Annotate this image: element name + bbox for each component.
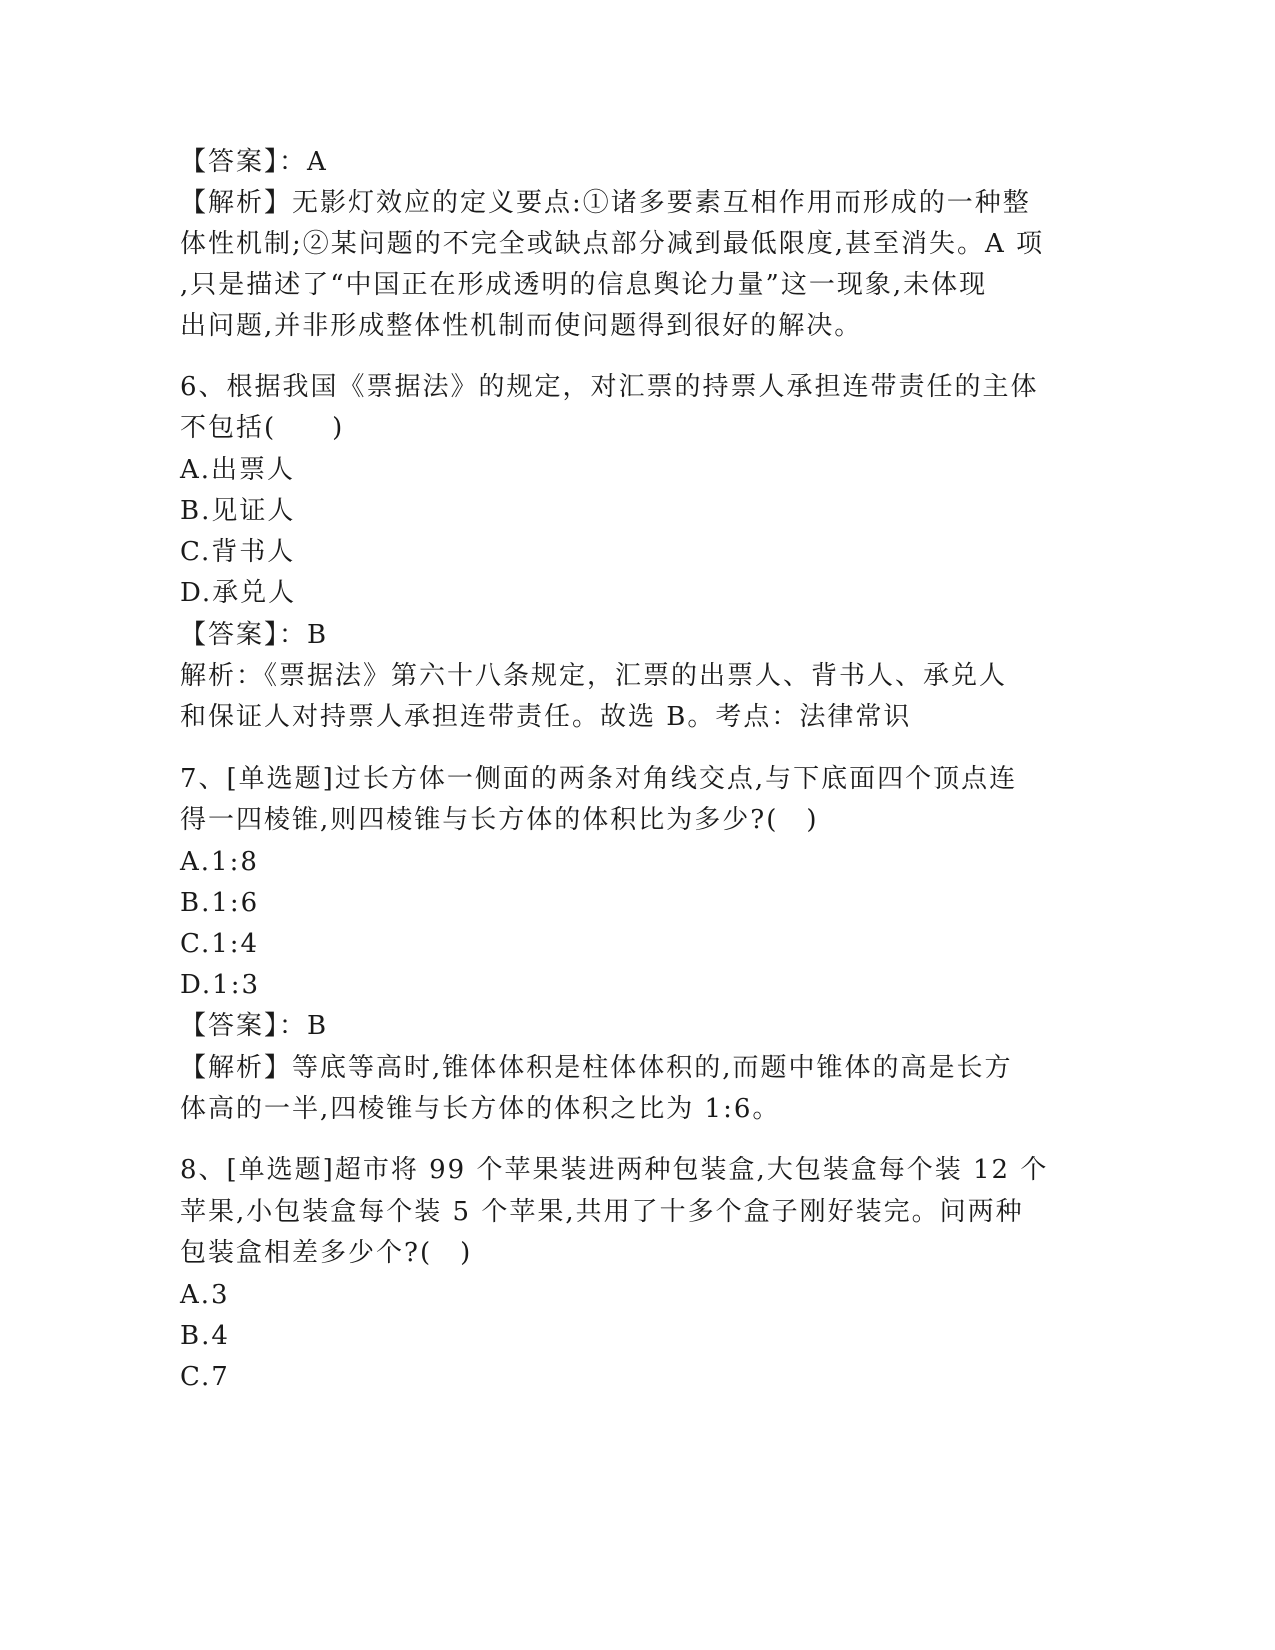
q6-stem-line-1: 6、根据我国《票据法》的规定，对汇票的持票人承担连带责任的主体 — [180, 372, 1039, 402]
q8-stem-line-2: 苹果,小包装盒每个装 5 个苹果,共用了十多个盒子刚好装完。问两种 — [180, 1197, 1024, 1227]
q8-option-a: A.3 — [180, 1280, 230, 1310]
q7-stem-line-2: 得一四棱锥,则四棱锥与长方体的体积比为多少?( ) — [180, 805, 819, 835]
q7-option-a: A.1:8 — [180, 847, 259, 877]
q6-analysis-line-2: 和保证人对持票人承担连带责任。故选 B。考点：法律常识 — [180, 702, 912, 732]
q6-option-b: B.见证人 — [180, 496, 296, 526]
q5-analysis-line-2: 体性机制;②某问题的不完全或缺点部分减到最低限度,甚至消失。A 项 — [180, 229, 1045, 259]
q8-option-b: B.4 — [180, 1321, 230, 1351]
q6-option-a: A.出票人 — [180, 455, 296, 485]
q6-option-c: C.背书人 — [180, 537, 296, 567]
q7-answer: 【答案】：B — [180, 1011, 329, 1041]
q6-stem-line-2: 不包括( ) — [180, 413, 345, 443]
q7-analysis-line-2: 体高的一半,四棱锥与长方体的体积之比为 1:6。 — [180, 1094, 781, 1124]
q8-stem-line-1: 8、[单选题]超市将 99 个苹果装进两种包装盒,大包装盒每个装 12 个 — [180, 1155, 1049, 1185]
q7-option-d: D.1:3 — [180, 970, 261, 1000]
q8-stem-line-3: 包装盒相差多少个?( ) — [180, 1238, 473, 1268]
q6-option-d: D.承兑人 — [180, 578, 297, 608]
q8-option-c: C.7 — [180, 1362, 230, 1392]
q6-analysis-line-1: 解析：《票据法》第六十八条规定，汇票的出票人、背书人、承兑人 — [180, 661, 1008, 691]
q7-stem-line-1: 7、[单选题]过长方体一侧面的两条对角线交点,与下底面四个顶点连 — [180, 764, 1018, 794]
q5-analysis-line-3: ,只是描述了“中国正在形成透明的信息舆论力量”这一现象,未体现 — [180, 270, 988, 300]
q7-option-c: C.1:4 — [180, 929, 260, 959]
q7-option-b: B.1:6 — [180, 888, 260, 918]
q7-analysis-line-1: 【解析】等底等高时,锥体体积是柱体体积的,而题中锥体的高是长方 — [180, 1053, 1013, 1083]
q5-answer: 【答案】：A — [180, 147, 328, 177]
q5-analysis-line-4: 出问题,并非形成整体性机制而使问题得到很好的解决。 — [180, 311, 863, 341]
q6-answer: 【答案】：B — [180, 620, 329, 650]
q5-analysis-line-1: 【解析】无影灯效应的定义要点:①诸多要素互相作用而形成的一种整 — [180, 188, 1031, 218]
